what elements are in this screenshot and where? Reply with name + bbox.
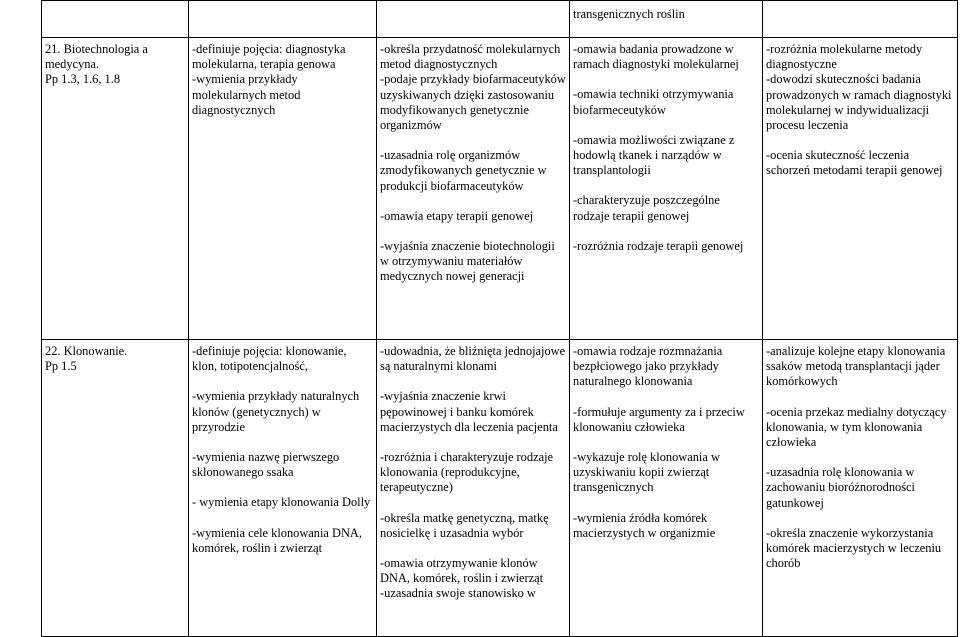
topic-text: Pp 1.3, 1.6, 1.8 [45, 72, 121, 87]
paragraph-gap [573, 496, 759, 511]
paragraph-gap [192, 480, 373, 495]
requirement-item: - wymienia etapy klonowania Dolly [192, 495, 371, 510]
paragraph-gap [573, 390, 759, 405]
curriculum-table [41, 0, 958, 637]
table-row [42, 340, 958, 637]
requirements-cell-col1 [189, 38, 377, 340]
paragraph-gap [573, 72, 759, 87]
requirement-item: -rozróżnia rodzaje terapii genowej [573, 238, 744, 253]
paragraph-gap [192, 374, 373, 389]
requirement-item: -rozróżnia molekularne metody diagnostyczne [766, 42, 923, 72]
requirement-item: -wymienia przykłady naturalnych klonów (genetycznych) w przyrodzie [192, 389, 360, 434]
requirement-item: -omawia rodzaje rozmnażania bezpłciowego jako przykłady naturalnego klonowania [573, 344, 723, 389]
paragraph-gap [380, 374, 566, 389]
paragraph-gap [380, 224, 566, 239]
requirement-item: -wymienia przykłady molekularnych metod diagnostycznych [192, 72, 301, 117]
paragraph-gap [192, 511, 373, 526]
paragraph-gap [380, 194, 566, 209]
requirement-item: -analizuje kolejne etapy klonowania ssaków metodą transplantacji jąder komórkowych [766, 344, 946, 389]
requirements-cell-col2 [377, 38, 570, 340]
requirement-item: -wyjaśnia znaczenie biotechnologii w otrzymywaniu materiałów medycznych nowej generacji [380, 239, 555, 284]
topic-cell [42, 340, 189, 637]
requirement-item: -rozróżnia i charakteryzuje rodzaje klonowania (reprodukcyjne, terapeutyczne) [380, 450, 554, 495]
requirement-item: -wymienia nazwę pierwszego sklonowanego ssaka [192, 450, 340, 480]
requirements-cell-col3 [570, 38, 763, 340]
cell-text: transgenicznych roślin [573, 7, 685, 21]
requirement-item: -uzasadnia rolę klonowania w zachowaniu bioróżnorodności gatunkowej [766, 465, 915, 510]
requirement-item: -ocenia skuteczność leczenia schorzeń metodami terapii genowej [766, 148, 943, 178]
topic-text: 22. Klonowanie. [45, 344, 128, 358]
requirements-cell-col2 [377, 340, 570, 637]
requirement-item: -ocenia przekaz medialny dotyczący klonowania, w tym klonowania człowieka [766, 404, 947, 450]
requirement-item: -omawia etapy terapii genowej [380, 208, 534, 223]
requirement-item: -podaje przykłady biofarmaceutyków uzyskiwanych dzięki zastosowaniu modyfikowanych genetycznie organizmów [380, 72, 566, 133]
table-row [42, 1, 958, 38]
paragraph-gap [380, 496, 566, 511]
paragraph-gap [380, 541, 566, 556]
paragraph-gap [766, 133, 954, 148]
requirement-item: -formułuje argumenty za i przeciw klonowaniu człowieka [573, 404, 745, 434]
requirements-cell-col4 [763, 340, 958, 637]
requirement-item: -dowodzi skuteczności badania prowadzonych w ramach diagnostyki molekularnej w indywidualizacji procesu leczenia [766, 72, 952, 133]
paragraph-gap [766, 450, 954, 465]
paragraph-gap [573, 118, 759, 133]
requirement-item: -omawia badania prowadzone w ramach diagnostyki molekularnej [573, 42, 739, 72]
paragraph-gap [380, 133, 566, 148]
requirement-item: -definiuje pojęcia: klonowanie, klon, totipotencjalność, [192, 344, 347, 374]
paragraph-gap [573, 224, 759, 239]
requirement-item: -uzasadnia rolę organizmów zmodyfikowanych genetycznie w produkcji biofarmaceutyków [380, 148, 547, 193]
cell-empty [377, 1, 570, 38]
requirements-cell-col3 [570, 340, 763, 637]
requirement-item: -omawia otrzymywanie klonów DNA, komórek, roślin i zwierząt [380, 556, 544, 586]
topic-text: Pp 1.5 [45, 359, 77, 374]
paragraph-gap [573, 178, 759, 193]
requirement-item: -wykazuje rolę klonowania w uzyskiwaniu kopii zwierząt transgenicznych [573, 450, 720, 495]
requirement-item: -udowadnia, że bliźnięta jednojajowe są naturalnymi klonami [380, 344, 566, 374]
requirement-item: -określa przydatność molekularnych metod diagnostycznych [380, 42, 561, 72]
paragraph-gap [766, 511, 954, 526]
requirements-cell-col1 [189, 340, 377, 637]
cell-header-col5 [570, 1, 763, 38]
paragraph-gap [766, 390, 954, 405]
requirement-item: -charakteryzuje poszczególne rodzaje terapii genowej [573, 193, 720, 223]
requirement-item: -uzasadnia swoje stanowisko w [380, 586, 536, 601]
requirement-item: -wyjaśnia znaczenie krwi pępowinowej i banku komórek macierzystych dla leczenia pacjenta [380, 389, 558, 434]
requirement-item: -wymienia cele klonowania DNA, komórek, roślin i zwierząt [192, 525, 362, 555]
paragraph-gap [192, 435, 373, 450]
paragraph-gap [380, 435, 566, 450]
requirement-item: -określa matkę genetyczną, matkę nosicielkę i uzasadnia wybór [380, 510, 549, 540]
topic-cell [42, 38, 189, 340]
cell-empty [189, 1, 377, 38]
requirement-item: -wymienia źródła komórek macierzystych w organizmie [573, 510, 716, 540]
requirement-item: -definiuje pojęcia: diagnostyka molekularna, terapia genowa [192, 42, 346, 72]
cell-empty [42, 1, 189, 38]
paragraph-gap [573, 435, 759, 450]
requirement-item: -omawia techniki otrzymywania biofarmeceutyków [573, 87, 734, 117]
cell-empty [763, 1, 958, 38]
requirements-cell-col4 [763, 38, 958, 340]
table-row [42, 38, 958, 340]
requirement-item: -określa znaczenie wykorzystania komórek macierzystych w leczeniu chorób [766, 525, 942, 571]
topic-text: 21. Biotechnologia a medycyna. [45, 42, 148, 72]
requirement-item: -omawia możliwości związane z hodowlą tkanek i narządów w transplantologii [573, 132, 735, 178]
